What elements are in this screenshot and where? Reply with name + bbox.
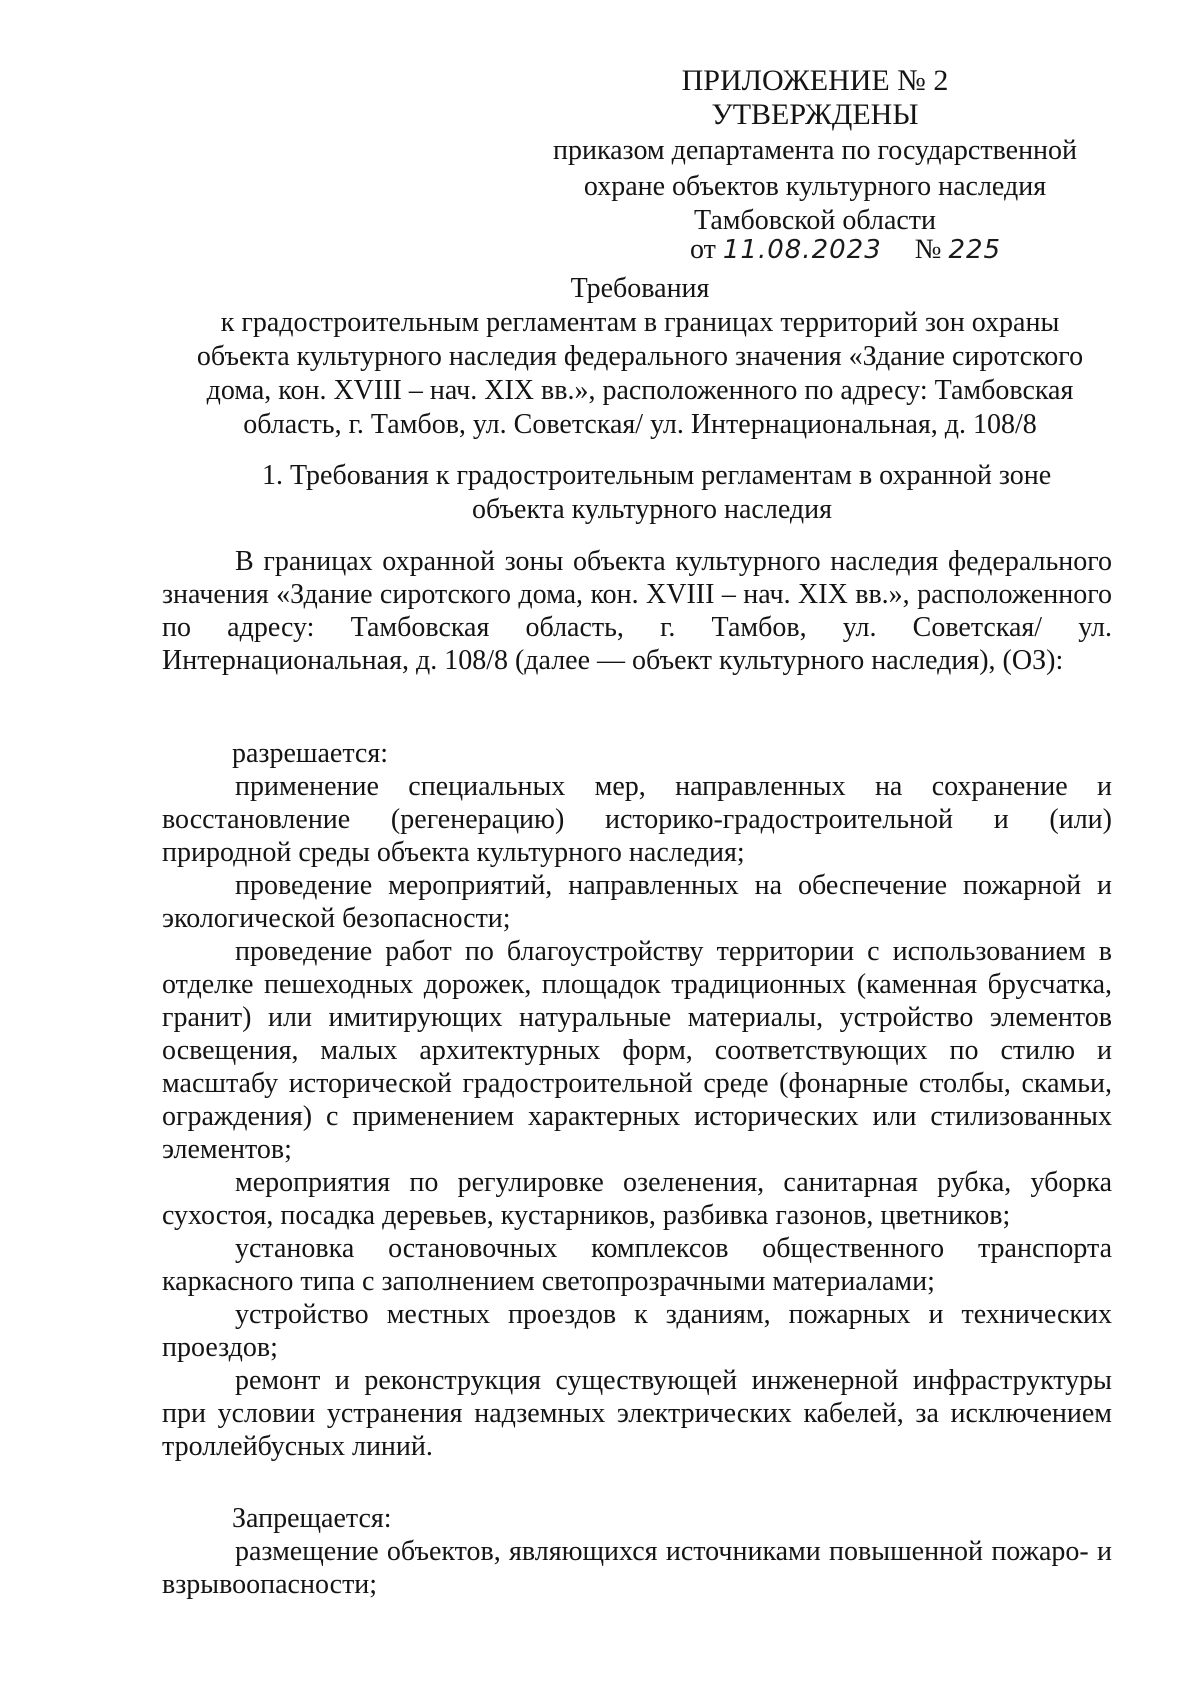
allowed-item: проведение мероприятий, направленных на обеспечение пожарной и экологической безопасности;	[162, 870, 1112, 934]
approval-line-3: Тамбовской области	[693, 205, 937, 236]
approval-heading: УТВЕРЖДЕНЫ	[711, 98, 919, 131]
document-title: Требования	[570, 273, 710, 304]
intro-paragraph: В границах охранной зоны объекта культурного наследия федерального значения «Здание сиротского дома, кон. XVIII – нач. XIX вв.», расположенного по адресу: Тамбовская область, г. Тамбов, ул. Советская/ ул. Интернациональная, д. 108/8 (далее — объект культурного наследия), (ОЗ):	[162, 546, 1112, 676]
title-line-2: объекта культурного наследия федерального значения «Здание сиротского	[196, 341, 1084, 372]
prohibited-label: Запрещается:	[232, 1503, 392, 1534]
title-line-4: область, г. Тамбов, ул. Советская/ ул. Интернациональная, д. 108/8	[243, 409, 1037, 440]
section-heading-line-2: объекта культурного наследия	[472, 494, 832, 525]
allowed-item: установка остановочных комплексов общественного транспорта каркасного типа с заполнением светопрозрачными материалами;	[162, 1233, 1112, 1297]
approval-line-1: приказом департамента по государственной	[552, 135, 1078, 166]
section-heading-line-1: 1. Требования к градостроительным регламентам в охранной зоне	[262, 460, 1052, 491]
order-date-number	[690, 233, 1090, 267]
prohibited-item: размещение объектов, являющихся источниками повышенной пожаро- и взрывоопасности;	[162, 1536, 1112, 1600]
allowed-item: мероприятия по регулировке озеленения, санитарная рубка, уборка сухостоя, посадка деревьев, кустарников, разбивка газонов, цветников;	[162, 1167, 1112, 1231]
allowed-label: разрешается:	[232, 738, 388, 769]
title-line-3: дома, кон. XVIII – нач. XIX вв.», расположенного по адресу: Тамбовская	[206, 375, 1074, 406]
allowed-item: ремонт и реконструкция существующей инженерной инфраструктуры при условии устранения надземных электрических кабелей, за исключением троллейбусных линий.	[162, 1365, 1112, 1462]
allowed-item: проведение работ по благоустройству территории с использованием в отделке пешеходных дорожек, площадок традиционных (каменная брусчатка, гранит) или имитирующих натуральные материалы, устройство элементов освещения, малых архитектурных форм, соответствующих по стилю и масштабу исторической градостроительной среде (фонарные столбы, скамьи, ограждения) с применением характерных исторических или стилизованных элементов;	[162, 936, 1112, 1165]
handwritten-number: 225	[948, 235, 1002, 265]
approval-line-2: охране объектов культурного наследия	[583, 171, 1047, 202]
number-label: №	[914, 234, 942, 265]
handwritten-date: 11.08.2023	[722, 235, 882, 265]
allowed-item: устройство местных проездов к зданиям, пожарных и технических проездов;	[162, 1299, 1112, 1363]
allowed-item: применение специальных мер, направленных на сохранение и восстановление (регенерацию) историко-градостроительной и (или) природной среды объекта культурного наследия;	[162, 771, 1112, 868]
date-prefix: от	[690, 234, 716, 265]
appendix-number: ПРИЛОЖЕНИЕ № 2	[681, 64, 949, 97]
title-line-1: к градостроительным регламентам в границах территорий зон охраны	[220, 307, 1060, 338]
